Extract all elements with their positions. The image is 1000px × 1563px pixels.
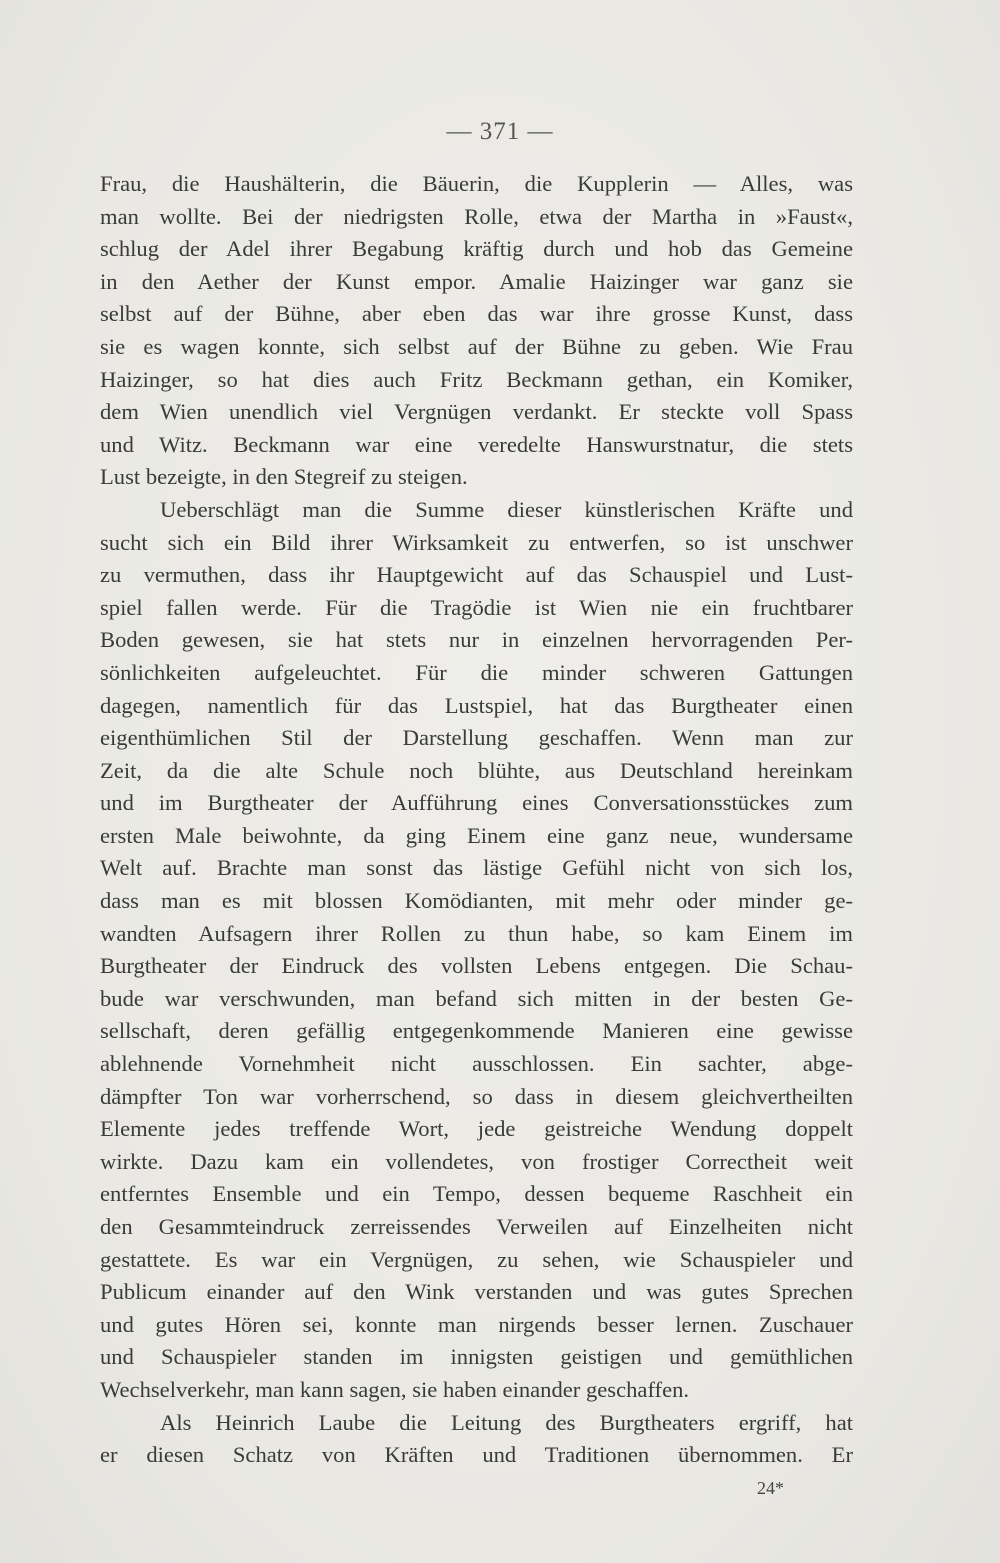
text-line: spiel fallen werde. Für die Tragödie ist Wien nie ein fruchtbarer bbox=[100, 594, 853, 620]
text-line: Als Heinrich Laube die Leitung des Burgtheaters ergriff, hat bbox=[160, 1409, 853, 1435]
text-line: schlug der Adel ihrer Begabung kräftig durch und hob das Gemeine bbox=[100, 236, 853, 262]
text-line: den Gesammteindruck zerreissendes Verweilen auf Einzelheiten nicht bbox=[100, 1214, 853, 1239]
text-line: wandten Aufsagern ihrer Rollen zu thun habe, so kam Einem im bbox=[100, 920, 853, 946]
text-line: und Witz. Beckmann war eine veredelte Hanswurstnatur, die stets bbox=[100, 431, 853, 457]
text-line: und Schauspieler standen im innigsten geistigen und gemüthlichen bbox=[100, 1344, 853, 1370]
text-line: Publicum einander auf den Wink verstanden und was gutes Sprechen bbox=[100, 1279, 853, 1305]
text-line: dem Wien unendlich viel Vergnügen verdankt. Er steckte voll Spass bbox=[100, 399, 853, 425]
text-line: eigenthümlichen Stil der Darstellung geschaffen. Wenn man zur bbox=[100, 725, 853, 751]
text-line: dass man es mit blossen Komödianten, mit mehr oder minder ge- bbox=[100, 888, 853, 914]
text-line: Lust bezeigte, in den Stegreif zu steigen. bbox=[100, 464, 468, 490]
text-line: zu vermuthen, dass ihr Hauptgewicht auf das Schauspiel und Lust- bbox=[100, 562, 853, 588]
text-line: Frau, die Haushälterin, die Bäuerin, die Kupplerin — Alles, was bbox=[100, 171, 853, 196]
text-line: dämpfter Ton war vorherrschend, so dass in diesem gleichvertheilten bbox=[100, 1083, 853, 1109]
signature-mark: 24* bbox=[757, 1478, 784, 1498]
text-line: gestattete. Es war ein Vergnügen, zu sehen, wie Schauspieler und bbox=[100, 1246, 853, 1272]
text-line: Burgtheater der Eindruck des vollsten Lebens entgegen. Die Schau- bbox=[100, 953, 853, 979]
text-line: Elemente jedes treffende Wort, jede geistreiche Wendung doppelt bbox=[100, 1116, 853, 1142]
text-line: Wechselverkehr, man kann sagen, sie haben einander geschaffen. bbox=[100, 1376, 690, 1402]
text-line: bude war verschwunden, man befand sich mitten in der besten Ge- bbox=[100, 985, 853, 1011]
text-line: dagegen, namentlich für das Lustspiel, hat das Burgtheater einen bbox=[100, 692, 853, 718]
text-line: wirkte. Dazu kam ein vollendetes, von frostiger Correctheit weit bbox=[100, 1148, 853, 1174]
body-text bbox=[100, 168, 853, 1472]
text-line: entferntes Ensemble und ein Tempo, dessen bequeme Raschheit ein bbox=[100, 1181, 853, 1207]
text-line: in den Aether der Kunst empor. Amalie Haizinger war ganz sie bbox=[100, 268, 853, 294]
page-number: — 371 — bbox=[446, 118, 554, 145]
text-line: er diesen Schatz von Kräften und Traditionen übernommen. Er bbox=[100, 1442, 853, 1468]
text-line: sucht sich ein Bild ihrer Wirksamkeit zu entwerfen, so ist unschwer bbox=[100, 529, 853, 555]
text-line: Zeit, da die alte Schule noch blühte, aus Deutschland hereinkam bbox=[100, 757, 853, 783]
text-line: sönlichkeiten aufgeleuchtet. Für die minder schweren Gattungen bbox=[100, 659, 853, 685]
text-line: Ueberschlägt man die Summe dieser künstlerischen Kräfte und bbox=[160, 496, 853, 522]
text-line: ersten Male beiwohnte, da ging Einem eine ganz neue, wundersame bbox=[100, 822, 853, 848]
text-line: Boden gewesen, sie hat stets nur in einzelnen hervorragenden Per- bbox=[100, 627, 853, 653]
text-line: Welt auf. Brachte man sonst das lästige Gefühl nicht von sich los, bbox=[100, 855, 853, 881]
text-line: Haizinger, so hat dies auch Fritz Beckmann gethan, ein Komiker, bbox=[100, 366, 853, 392]
text-line: sie es wagen konnte, sich selbst auf der Bühne zu geben. Wie Frau bbox=[100, 333, 853, 359]
text-line: sellschaft, deren gefällig entgegenkommende Manieren eine gewisse bbox=[100, 1018, 853, 1044]
text-line: selbst auf der Bühne, aber eben das war ihre grosse Kunst, dass bbox=[100, 301, 853, 327]
text-line: und gutes Hören sei, konnte man nirgends besser lernen. Zuschauer bbox=[100, 1311, 853, 1337]
text-line: ablehnende Vornehmheit nicht ausschlossen. Ein sachter, abge- bbox=[100, 1051, 853, 1077]
text-line: und im Burgtheater der Aufführung eines Conversationsstückes zum bbox=[100, 790, 853, 816]
text-line: man wollte. Bei der niedrigsten Rolle, etwa der Martha in »Faust«, bbox=[100, 203, 853, 229]
